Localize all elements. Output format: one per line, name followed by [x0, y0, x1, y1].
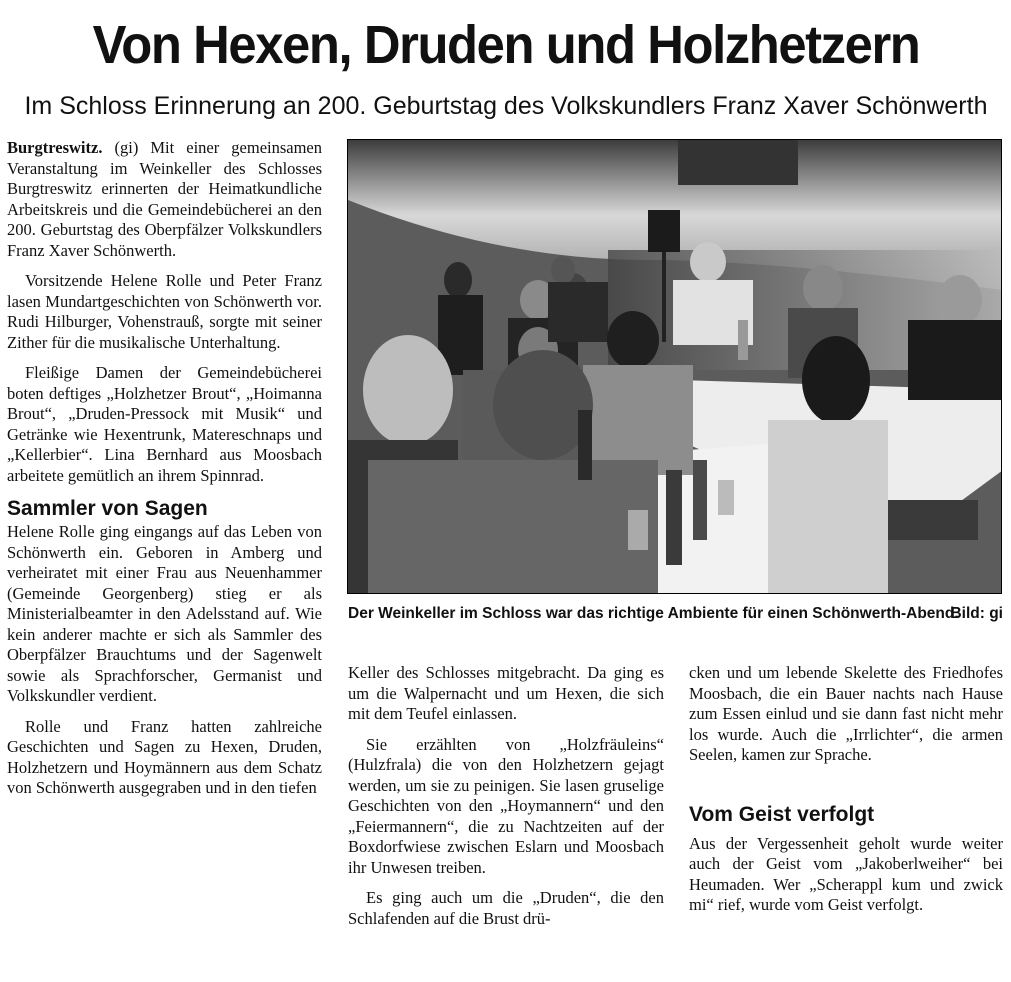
photo-caption	[348, 604, 1003, 624]
paragraph: Keller des Schlosses mitgebracht. Da ging es um die Walpernacht und um Hexen, die sich mit dem Teufel einlassen.	[348, 663, 664, 723]
paragraph: Vorsitzende Helene Rolle und Peter Franz lasen Mundartgeschichten von Schönwerth vor. Rudi Hilburger, Vohenstrauß, sorgte mit seiner Zither für die musikalische Unterhaltung.	[7, 271, 322, 352]
column-3	[689, 663, 1003, 926]
caption-text: Der Weinkeller im Schloss war das richtige Ambiente für einen Schönwerth-Abend.	[348, 605, 959, 622]
paragraph: Aus der Vergessenheit geholt wurde weiter auch der Geist vom „Jakoberlweiher“ bei Heumaden. Wer „Scherappl kum und zwick mi“ rief, wurde vom Geist verfolgt.	[689, 833, 1003, 914]
photo-credit: Bild: gi	[950, 605, 1003, 622]
paragraph: Helene Rolle ging eingangs auf das Leben von Schönwerth ein. Geboren in Amberg und verheiratet mit einer Frau aus Neuenhammer (Gemeinde Georgenberg) stieg er als Ministerialbeamter in den Adelsstand auf. Wie kein anderer machte er sich als Sammler des Oberpfälzer Brauchtums und der Sagenwelt sowie als Sprachforscher, Germanist und Volkskundler verdient.	[7, 522, 322, 705]
photo-illustration	[348, 140, 1002, 594]
paragraph	[7, 138, 322, 261]
subheading-sammler: Sammler von Sagen	[7, 497, 208, 520]
column-1	[7, 138, 322, 809]
paragraph-text: (gi) Mit einer gemeinsamen Veranstaltung im Weinkeller des Schlosses Burgtreswitz erinnerten der Heimatkundliche Arbeitskreis und die Gemeindebücherei an den 200. Geburtstag des Oberpfälzer Volkskundlers Franz Xaver Schönwerth.	[7, 138, 323, 260]
paragraph: Es ging auch um die „Druden“, die den Schlafenden auf die Brust drü-	[348, 888, 664, 928]
column-2	[348, 663, 664, 939]
paragraph: cken und um lebende Skelette des Friedhofes Moosbach, die ein Bauer nachts nach Hause zum Essen einlud und sie dann fast nicht mehr los wurde. Auch die „Irrlichter“, die armen Seelen, kamen zur Sprache.	[689, 663, 1003, 764]
subheading-geist: Vom Geist verfolgt	[689, 802, 875, 826]
headline: Von Hexen, Druden und Holzhetzern	[92, 15, 920, 75]
dateline: Burgtreswitz.	[7, 138, 103, 157]
paragraph: Rolle und Franz hatten zahlreiche Geschichten und Sagen zu Hexen, Druden, Holzhetzern und Hoymännern aus dem Schatz von Schönwerth ausgegraben und in den tiefen	[7, 716, 322, 797]
photo-wine-cellar	[347, 139, 1002, 594]
paragraph: Sie erzählten von „Holzfräuleins“ (Hulzfrala) die von den Holzhetzern gejagt werden, um sie zu peinigen. Sie lasen gruselige Geschichten von den „Hoymannern“ und den „Feiermannern“, die zu Nachtzeiten auf der Boxdorfwiese zwischen Eslarn und Moosbach ihr Unwesen treiben.	[348, 734, 664, 877]
subheadline: Im Schloss Erinnerung an 200. Geburtstag des Volkskundlers Franz Xaver Schönwerth	[24, 92, 988, 120]
paragraph: Fleißige Damen der Gemeindebücherei boten deftiges „Holzhetzer Brout“, „Hoimanna Brout“, „Druden-Pressock mit Musik“ und Getränke wie Hexentrunk, Matereschnaps und „Kellerbier“. Lina Bernhard aus Moosbach arbeitete gemütlich an ihrem Spinnrad.	[7, 363, 322, 485]
